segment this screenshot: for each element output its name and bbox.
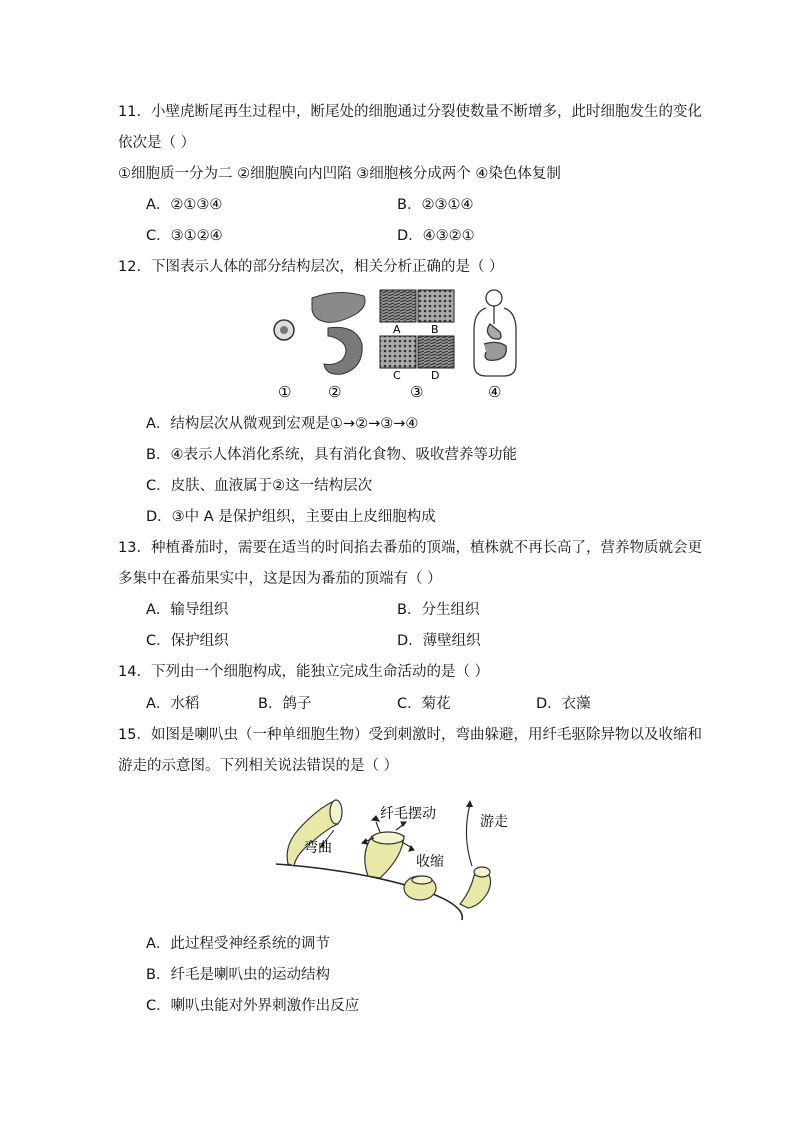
q12-option-d[interactable]: D．③中 A 是保护组织，主要由上皮细胞构成 [146,509,436,525]
tissue-label-d: D [431,369,440,382]
bending-organism-icon [287,800,342,866]
q11-option-b[interactable]: B．②③①④ [397,197,474,213]
caption-2: ② [328,383,342,401]
q15-figure-svg [276,796,524,924]
cell-icon [274,320,294,340]
q14-option-d[interactable]: D．衣藻 [536,696,591,712]
q12-option-c[interactable]: C．皮肤、血液属于②这一结构层次 [146,478,373,494]
q15-stem-line2: 游走的示意图。下列相关说法错误的是（ ） [118,758,399,774]
q13-option-d[interactable]: D．薄壁组织 [397,633,481,649]
swim-direction-arrow [466,804,472,866]
label-cilia: 纤毛摆动 [380,806,436,822]
q11-option-c[interactable]: C．③①②④ [146,228,223,244]
label-bend: 弯曲 [304,840,332,856]
q12-stem: 12．下图表示人体的部分结构层次，相关分析正确的是（ ） [118,259,504,275]
q13-option-c[interactable]: C．保护组织 [146,633,229,649]
caption-3: ③ [410,383,424,401]
tissue-label-a: A [393,323,401,336]
q15-option-b[interactable]: B．纤毛是喇叭虫的运动结构 [146,967,330,983]
tissue-label-c: C [393,369,401,382]
caption-1: ① [278,383,292,401]
q13-option-b[interactable]: B．分生组织 [397,602,480,618]
organ-icon [312,292,365,374]
q11-option-d[interactable]: D．④③②① [397,228,475,244]
q15-option-a[interactable]: A．此过程受神经系统的调节 [146,936,330,952]
q15-trumpet-animal-figure [276,796,524,924]
q15-stem-line1: 15．如图是喇叭虫（一种单细胞生物）受到刺激时，弯曲躲避，用纤毛驱除异物以及收缩和 [118,727,702,743]
human-system-icon [474,290,516,376]
q15-option-c[interactable]: C．喇叭虫能对外界刺激作出反应 [146,998,360,1014]
q14-stem: 14．下列由一个细胞构成，能独立完成生命活动的是（ ） [118,664,490,680]
tissue-label-b: B [431,323,439,336]
label-contract: 收缩 [416,854,444,870]
q12-structure-figure [268,284,528,404]
q12-option-b[interactable]: B．④表示人体消化系统，具有消化食物、吸收营养等功能 [146,447,517,463]
q11-stem-line2: 依次是（ ） [118,135,196,151]
q13-stem-line2: 多集中在番茄果实中，这是因为番茄的顶端有（ ） [118,571,442,587]
q11-stem-line1: 11．小壁虎断尾再生过程中，断尾处的细胞通过分裂使数量不断增多，此时细胞发生的变化 [118,104,702,120]
tissues-icon [380,290,454,368]
q14-option-c[interactable]: C．菊花 [397,696,451,712]
q13-stem-line1: 13．种植番茄时，需要在适当的时间掐去番茄的顶端，植株就不再长高了，营养物质就会更 [118,540,702,556]
q11-steps: ①细胞质一分为二 ②细胞膜向内凹陷 ③细胞核分成两个 ④染色体复制 [118,166,561,182]
q13-option-a[interactable]: A．输导组织 [146,602,229,618]
q12-option-a[interactable]: A．结构层次从微观到宏观是①→②→③→④ [146,416,419,432]
q12-figure-svg [268,284,528,404]
caption-4: ④ [488,383,502,401]
swimming-organism-icon [460,867,491,908]
label-swim: 游走 [480,814,508,830]
contracted-organism-icon [404,876,436,900]
q14-option-b[interactable]: B．鸽子 [258,696,312,712]
q14-option-a[interactable]: A．水稻 [146,696,200,712]
q11-option-a[interactable]: A．②①③④ [146,197,223,213]
